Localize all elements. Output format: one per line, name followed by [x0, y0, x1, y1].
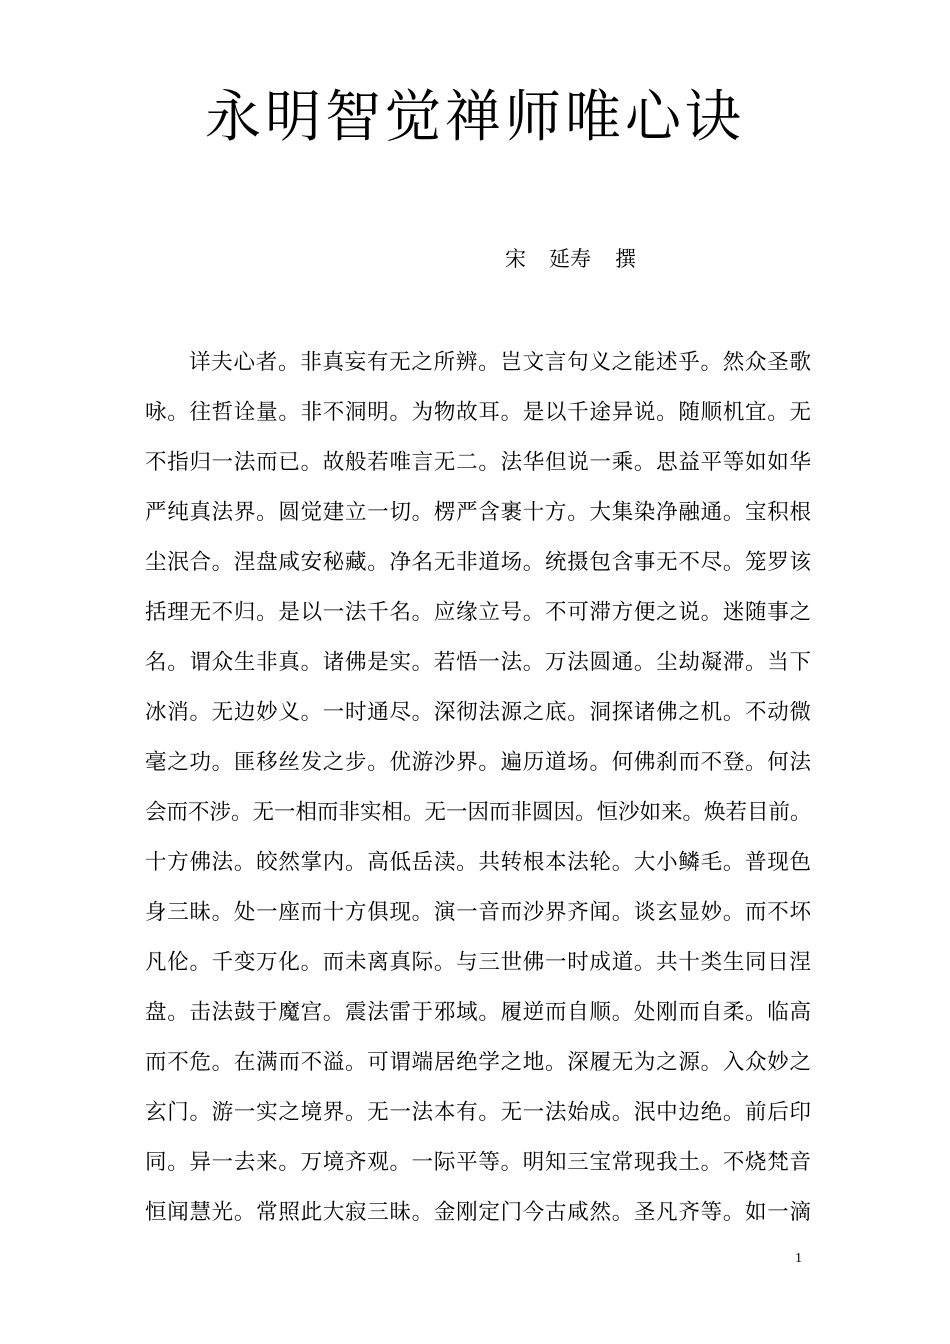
- text-line: 同。异一去来。万境齐观。一际平等。明知三宝常现我土。不烧梵音: [145, 1150, 811, 1175]
- page-number: 1: [795, 1251, 802, 1266]
- document-title: 永明智觉禅师唯心诀: [205, 85, 745, 150]
- text-line: 咏。往哲诠量。非不洞明。为物故耳。是以千途异说。随顺机宜。无: [145, 400, 811, 425]
- text-line: 名。谓众生非真。诸佛是实。若悟一法。万法圆通。尘劫凝滞。当下: [145, 650, 811, 675]
- text-line: 身三昧。处一座而十方俱现。演一音而沙界齐闻。谈玄显妙。而不坏: [145, 900, 811, 925]
- text-line: 而不危。在满而不溢。可谓端居绝学之地。深履无为之源。入众妙之: [145, 1050, 811, 1075]
- text-line: 会而不涉。无一相而非实相。无一因而非圆因。恒沙如来。焕若目前。: [145, 800, 812, 825]
- author-name: 延寿: [549, 247, 591, 271]
- text-line: 恒闻慧光。常照此大寂三昧。金刚定门今古咸然。圣凡齐等。如一滴: [145, 1200, 811, 1225]
- text-line: 详夫心者。非真妄有无之所辨。岂文言句义之能述乎。然众圣歌: [189, 350, 811, 375]
- text-line: 十方佛法。皎然掌内。高低岳渎。共转根本法轮。大小鳞毛。普现色: [145, 850, 811, 875]
- text-line: 凡伦。千变万化。而未离真际。与三世佛一时成道。共十类生同日涅: [145, 950, 811, 975]
- text-line: 盘。击法鼓于魔宫。震法雷于邪域。履逆而自顺。处刚而自柔。临高: [145, 1000, 811, 1025]
- author-line: [0, 240, 950, 280]
- text-line: 括理无不归。是以一法千名。应缘立号。不可滞方便之说。迷随事之: [145, 600, 811, 625]
- author-dynasty: 宋: [505, 247, 526, 271]
- text-line: 不指归一法而已。故般若唯言无二。法华但说一乘。思益平等如如华: [145, 450, 811, 475]
- text-line: 尘泯合。涅盘咸安秘藏。净名无非道场。统摄包含事无不尽。笼罗该: [145, 550, 811, 575]
- body-paragraph: [145, 338, 811, 1238]
- text-line: 严纯真法界。圆觉建立一切。楞严含裹十方。大集染净融通。宝积根: [145, 500, 811, 525]
- text-line: 冰消。无边妙义。一时通尽。深彻法源之底。洞探诸佛之机。不动微: [145, 700, 811, 725]
- text-line: 毫之功。匪移丝发之步。优游沙界。遍历道场。何佛刹而不登。何法: [145, 750, 811, 775]
- text-line: 玄门。游一实之境界。无一法本有。无一法始成。泯中边绝。前后印: [145, 1100, 811, 1125]
- author-role: 撰: [615, 247, 636, 271]
